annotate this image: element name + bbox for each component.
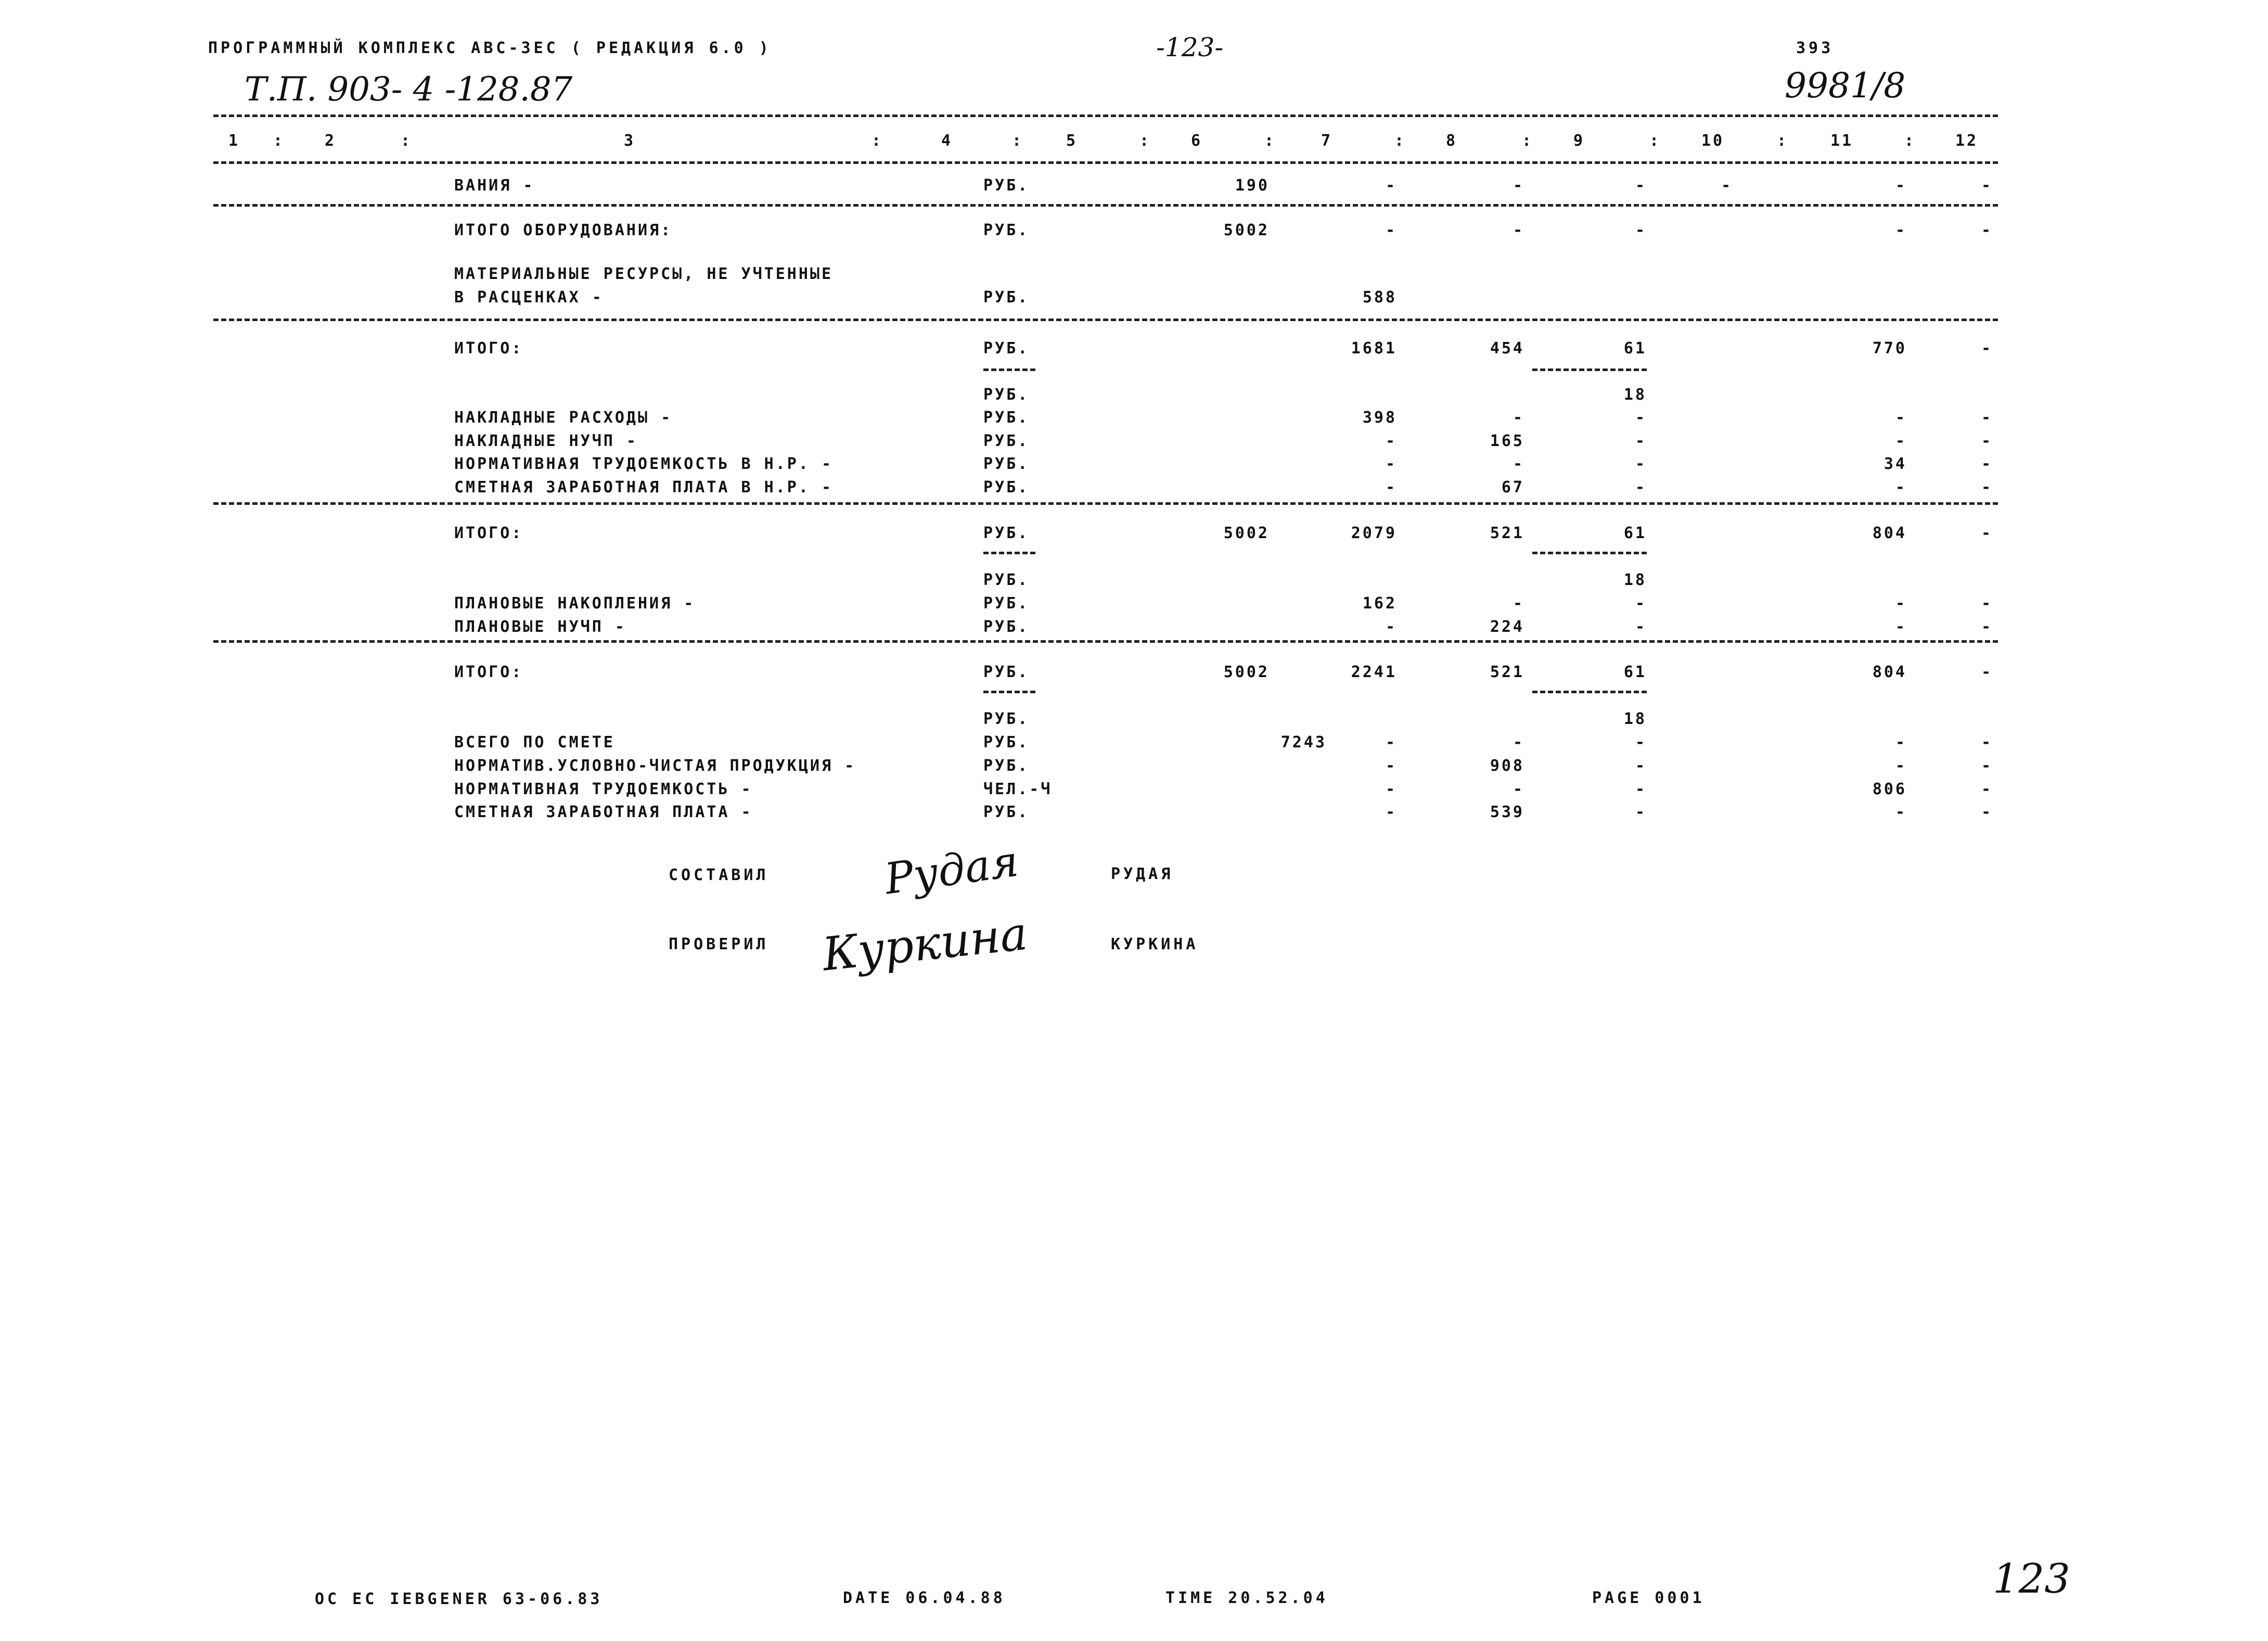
row-unit: РУБ. <box>983 455 1030 473</box>
row-value-c9: 61 <box>1623 524 1647 542</box>
col-sep: : <box>1264 132 1276 150</box>
row-value-c7: 2241 <box>1351 663 1397 681</box>
row-value-c8: - <box>1513 409 1524 427</box>
row-unit: РУБ. <box>983 524 1030 542</box>
row-value-c11: - <box>1895 594 1907 613</box>
project-code: Т.П. 903- 4 -128.87 <box>245 70 573 109</box>
footer-page: PAGE 0001 <box>1592 1589 1705 1607</box>
row-label: ИТОГО: <box>454 524 523 542</box>
row-rule <box>213 640 1998 643</box>
row-value-c8: 539 <box>1490 803 1524 821</box>
row-value-c9: - <box>1635 733 1647 752</box>
row-unit: РУБ. <box>983 432 1030 450</box>
row-value-c7: - <box>1385 733 1397 752</box>
row-value-c11: - <box>1895 733 1907 752</box>
row-value-c6: 5002 <box>1223 663 1270 681</box>
row-value-c11: - <box>1895 803 1907 821</box>
row-label: ИТОГО: <box>454 339 523 358</box>
row-value-c9: - <box>1635 618 1647 636</box>
row-value-c11: - <box>1895 432 1907 450</box>
row-value-c12: - <box>1981 176 1993 195</box>
row-value-c9: - <box>1635 432 1647 450</box>
row-value-c8: - <box>1513 221 1524 239</box>
row-value-c8: - <box>1513 594 1524 613</box>
checked-by-label: ПРОВЕРИЛ <box>669 935 769 953</box>
row-value-c6: 5002 <box>1223 221 1270 239</box>
row-value-c8: - <box>1513 780 1524 798</box>
row-value-c9: - <box>1635 221 1647 239</box>
row-unit: РУБ. <box>983 221 1030 239</box>
row-value-c7: 398 <box>1362 409 1397 427</box>
checked-by-name: КУРКИНА <box>1111 935 1199 953</box>
row-unit: РУБ. <box>983 176 1030 195</box>
sheet-number: 393 <box>1796 39 1834 57</box>
row-value-c12: - <box>1981 478 1993 497</box>
row-label: НОРМАТИВНАЯ ТРУДОЕМКОСТЬ В Н.Р. - <box>454 455 834 473</box>
col-header-10: 10 <box>1701 132 1725 150</box>
row-unit: РУБ. <box>983 339 1030 358</box>
col-header-12: 12 <box>1955 132 1979 150</box>
document-number: 9981/8 <box>1785 66 1906 106</box>
row-unit: РУБ. <box>983 288 1030 307</box>
col9-subrule <box>1532 552 1647 554</box>
compiled-by-signature: Рудая <box>881 836 1022 905</box>
row-value-c9: - <box>1635 478 1647 497</box>
unit-subrule <box>983 691 1035 693</box>
handwritten-page-number: 123 <box>1993 1556 2070 1602</box>
unit-subrule <box>983 552 1035 554</box>
row-value-c10: - <box>1721 176 1733 195</box>
row-unit: РУБ. <box>983 478 1030 497</box>
row-value-c11: 34 <box>1883 455 1907 473</box>
row-value-c11: - <box>1895 618 1907 636</box>
compiled-by-label: СОСТАВИЛ <box>669 866 769 884</box>
row-value-c8: - <box>1513 455 1524 473</box>
row-unit: РУБ. <box>983 386 1030 404</box>
row-label: НОРМАТИВНАЯ ТРУДОЕМКОСТЬ - <box>454 780 753 798</box>
col-sep: : <box>1139 132 1151 150</box>
row-label: СМЕТНАЯ ЗАРАБОТНАЯ ПЛАТА В Н.Р. - <box>454 478 834 497</box>
row-value-c11: 770 <box>1872 339 1907 358</box>
row-unit: РУБ. <box>983 710 1030 728</box>
row-value-c12: - <box>1981 455 1993 473</box>
row-value-c7: - <box>1385 432 1397 450</box>
col-header-7: 7 <box>1321 132 1333 150</box>
footer-time: TIME 20.52.04 <box>1165 1589 1328 1607</box>
row-value-c7: 162 <box>1362 594 1397 613</box>
compiled-by-name: РУДАЯ <box>1111 865 1174 883</box>
col-header-2: 2 <box>324 132 337 150</box>
row-value-c8: - <box>1513 176 1524 195</box>
row-value-c8: 67 <box>1501 478 1524 497</box>
program-title: ПРОГРАММНЫЙ КОМПЛЕКС АВС-ЗЕС ( РЕДАКЦИЯ 6.0 ) <box>208 39 772 57</box>
row-value-c9: - <box>1635 594 1647 613</box>
unit-subrule <box>983 368 1035 371</box>
row-rule <box>213 204 1998 207</box>
col9-subrule <box>1532 368 1647 371</box>
col-sep: : <box>401 132 413 150</box>
row-value-c12: - <box>1981 663 1993 681</box>
row-unit: РУБ. <box>983 757 1030 775</box>
row-value-c7: 588 <box>1362 288 1397 307</box>
row-value-c9: - <box>1635 803 1647 821</box>
row-label: ПЛАНОВЫЕ НУЧП - <box>454 618 626 636</box>
row-value-c11: - <box>1895 176 1907 195</box>
row-value-c12: - <box>1981 733 1993 752</box>
row-label: НАКЛАДНЫЕ НУЧП - <box>454 432 638 450</box>
row-label: В РАСЦЕНКАХ - <box>454 288 604 307</box>
col-sep: : <box>1394 132 1406 150</box>
row-value-c9: 61 <box>1623 663 1647 681</box>
row-value-c9: - <box>1635 409 1647 427</box>
row-label: ИТОГО: <box>454 663 523 681</box>
col-header-9: 9 <box>1573 132 1585 150</box>
row-unit: РУБ. <box>983 803 1030 821</box>
row-unit: РУБ. <box>983 571 1030 589</box>
row-value-c7: - <box>1385 757 1397 775</box>
row-value-c8: 521 <box>1490 524 1524 542</box>
row-value-c7: - <box>1385 478 1397 497</box>
row-unit: РУБ. <box>983 409 1030 427</box>
row-value-c7: - <box>1385 618 1397 636</box>
col-sep: : <box>1012 132 1024 150</box>
row-value-c12: - <box>1981 618 1993 636</box>
row-value-c9: 18 <box>1623 386 1647 404</box>
col-header-5: 5 <box>1066 132 1078 150</box>
row-label: ВСЕГО ПО СМЕТЕ <box>454 733 615 752</box>
row-value-c7: 2079 <box>1351 524 1397 542</box>
col-sep: : <box>1522 132 1534 150</box>
footer-date: DATE 06.04.88 <box>843 1589 1006 1607</box>
row-label: СМЕТНАЯ ЗАРАБОТНАЯ ПЛАТА - <box>454 803 753 821</box>
row-value-c8: 454 <box>1490 339 1524 358</box>
row-value-c7: - <box>1385 221 1397 239</box>
row-value-c12: - <box>1981 594 1993 613</box>
row-value-c7: 1681 <box>1351 339 1397 358</box>
col-header-6: 6 <box>1190 132 1203 150</box>
row-value-c7: - <box>1385 780 1397 798</box>
row-value-c11: - <box>1895 409 1907 427</box>
row-value-c9: 18 <box>1623 571 1647 589</box>
row-value-c11: - <box>1895 221 1907 239</box>
row-label: ИТОГО ОБОРУДОВАНИЯ: <box>454 221 673 239</box>
row-value-c12: - <box>1981 432 1993 450</box>
row-rule <box>213 502 1998 505</box>
col-header-4: 4 <box>941 132 953 150</box>
row-value-c12: - <box>1981 803 1993 821</box>
row-value-c11: 804 <box>1872 524 1907 542</box>
row-label: НАКЛАДНЫЕ РАСХОДЫ - <box>454 409 673 427</box>
row-label: НОРМАТИВ.УСЛОВНО-ЧИСТАЯ ПРОДУКЦИЯ - <box>454 757 856 775</box>
row-value-c9: - <box>1635 176 1647 195</box>
row-value-c8: - <box>1513 733 1524 752</box>
page-mark: -123- <box>1156 32 1224 62</box>
row-value-c9: 61 <box>1623 339 1647 358</box>
header-bottom-rule <box>213 161 1998 164</box>
row-value-c12: - <box>1981 409 1993 427</box>
row-value-c11: - <box>1895 478 1907 497</box>
row-value-c7: - <box>1385 176 1397 195</box>
col-header-11: 11 <box>1830 132 1854 150</box>
row-label: ПЛАНОВЫЕ НАКОПЛЕНИЯ - <box>454 594 696 613</box>
col-header-3: 3 <box>623 132 636 150</box>
row-unit: РУБ. <box>983 618 1030 636</box>
row-value-c12: - <box>1981 780 1993 798</box>
row-value-c7: - <box>1385 803 1397 821</box>
row-value-c8: 224 <box>1490 618 1524 636</box>
col-sep: : <box>273 132 285 150</box>
col-sep: : <box>872 132 883 150</box>
row-label: ВАНИЯ - <box>454 176 535 195</box>
row-value-c8: 908 <box>1490 757 1524 775</box>
row-rule <box>213 319 1998 321</box>
col-header-8: 8 <box>1445 132 1458 150</box>
row-value-c8: 165 <box>1490 432 1524 450</box>
row-value-c6: 7243 <box>1280 733 1327 752</box>
col-sep: : <box>1904 132 1916 150</box>
row-value-c11: 804 <box>1872 663 1907 681</box>
row-value-c9: - <box>1635 757 1647 775</box>
row-value-c6: 5002 <box>1223 524 1270 542</box>
row-unit: РУБ. <box>983 733 1030 752</box>
row-label: МАТЕРИАЛЬНЫЕ РЕСУРСЫ, НЕ УЧТЕННЫЕ <box>454 265 834 283</box>
row-value-c9: - <box>1635 455 1647 473</box>
row-value-c7: - <box>1385 455 1397 473</box>
row-value-c9: - <box>1635 780 1647 798</box>
checked-by-signature: Куркина <box>819 906 1030 982</box>
col-sep: : <box>1649 132 1661 150</box>
col9-subrule <box>1532 691 1647 693</box>
row-value-c11: 806 <box>1872 780 1907 798</box>
row-value-c12: - <box>1981 524 1993 542</box>
row-value-c12: - <box>1981 757 1993 775</box>
col-sep: : <box>1777 132 1789 150</box>
row-value-c12: - <box>1981 339 1993 358</box>
col-header-1: 1 <box>228 132 240 150</box>
row-value-c9: 18 <box>1623 710 1647 728</box>
row-value-c12: - <box>1981 221 1993 239</box>
row-unit: РУБ. <box>983 663 1030 681</box>
header-top-rule <box>213 115 1998 117</box>
row-unit: РУБ. <box>983 594 1030 613</box>
row-value-c11: - <box>1895 757 1907 775</box>
footer-job: OC EC IEBGENER 63-06.83 <box>315 1590 603 1608</box>
row-value-c8: 521 <box>1490 663 1524 681</box>
row-value-c6: 190 <box>1235 176 1270 195</box>
row-unit: ЧЕЛ.-Ч <box>983 780 1053 798</box>
